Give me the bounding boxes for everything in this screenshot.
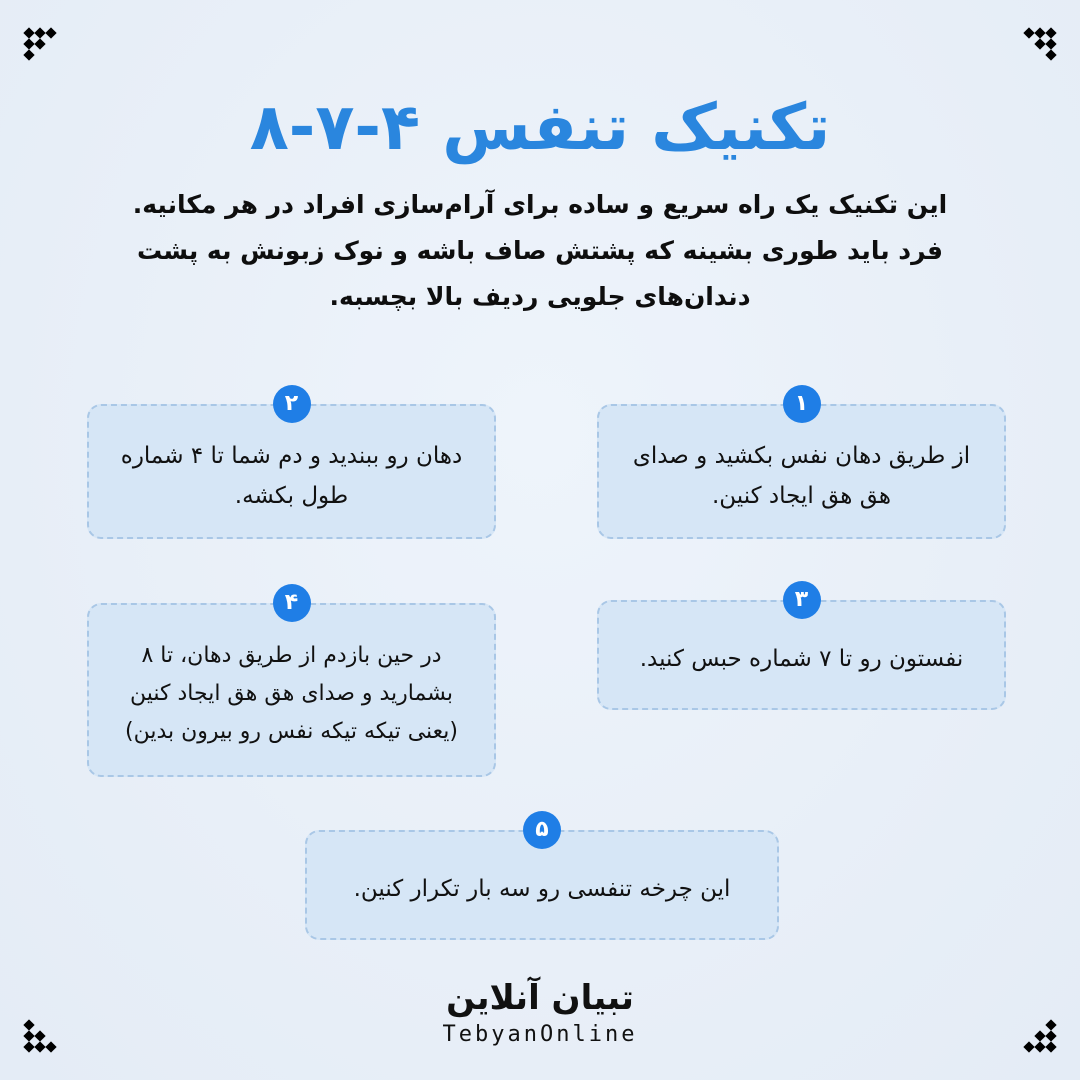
step-card-3 bbox=[597, 587, 1006, 710]
intro-line-1: این تکنیک یک راه سریع و ساده برای آرام‌سازی افراد در هر مکانیه. bbox=[132, 190, 948, 219]
step-text bbox=[633, 436, 970, 516]
step-text bbox=[125, 637, 458, 751]
step-card-5 bbox=[305, 817, 779, 940]
step-number-badge: ۳ bbox=[783, 581, 821, 619]
step-text-line: از طریق دهان نفس بکشید و صدای bbox=[632, 442, 971, 469]
intro-line-3: دندان‌های جلویی ردیف بالا بچسبه. bbox=[329, 282, 751, 311]
step-text-line: این چرخه تنفسی رو سه بار تکرار کنین. bbox=[353, 876, 731, 902]
corner-ornament-top-left-icon bbox=[22, 26, 58, 62]
step-card-4 bbox=[87, 590, 496, 777]
step-card-1 bbox=[597, 391, 1006, 539]
step-text bbox=[121, 436, 462, 516]
step-number-badge: ۲ bbox=[273, 385, 311, 423]
step-card-2 bbox=[87, 391, 496, 539]
intro-text bbox=[60, 182, 1020, 320]
step-text-line: (یعنی تیکه تیکه نفس رو بیرون بدین) bbox=[124, 719, 459, 744]
step-text-line: بشمارید و صدای هق هق ایجاد کنین bbox=[130, 681, 453, 706]
step-text-line: هق هق ایجاد کنین. bbox=[711, 482, 892, 509]
step-text bbox=[640, 639, 964, 679]
step-text-line: در حین بازدم از طریق دهان، تا ۸ bbox=[141, 643, 442, 668]
logo-english-text: TebyanOnline bbox=[442, 1022, 638, 1047]
step-text-line: دهان رو ببندید و دم شما تا ۴ شماره bbox=[120, 442, 463, 469]
step-text-line: نفستون رو تا ۷ شماره حبس کنید. bbox=[639, 646, 964, 672]
page-title: تکنیک تنفس ۴-۷-۸ bbox=[249, 91, 831, 165]
step-number-badge: ۴ bbox=[273, 584, 311, 622]
step-text bbox=[354, 869, 731, 909]
step-text-line: طول بکشه. bbox=[234, 482, 349, 509]
corner-ornament-top-right-icon bbox=[1022, 26, 1058, 62]
step-number-badge: ۱ bbox=[783, 385, 821, 423]
step-number-badge: ۵ bbox=[523, 811, 561, 849]
intro-line-2: فرد باید طوری بشینه که پشتش صاف باشه و نوک زبونش به پشت bbox=[136, 236, 944, 265]
logo-persian-text: تبیان آنلاین bbox=[446, 978, 634, 1018]
brand-logo bbox=[0, 978, 1080, 1050]
